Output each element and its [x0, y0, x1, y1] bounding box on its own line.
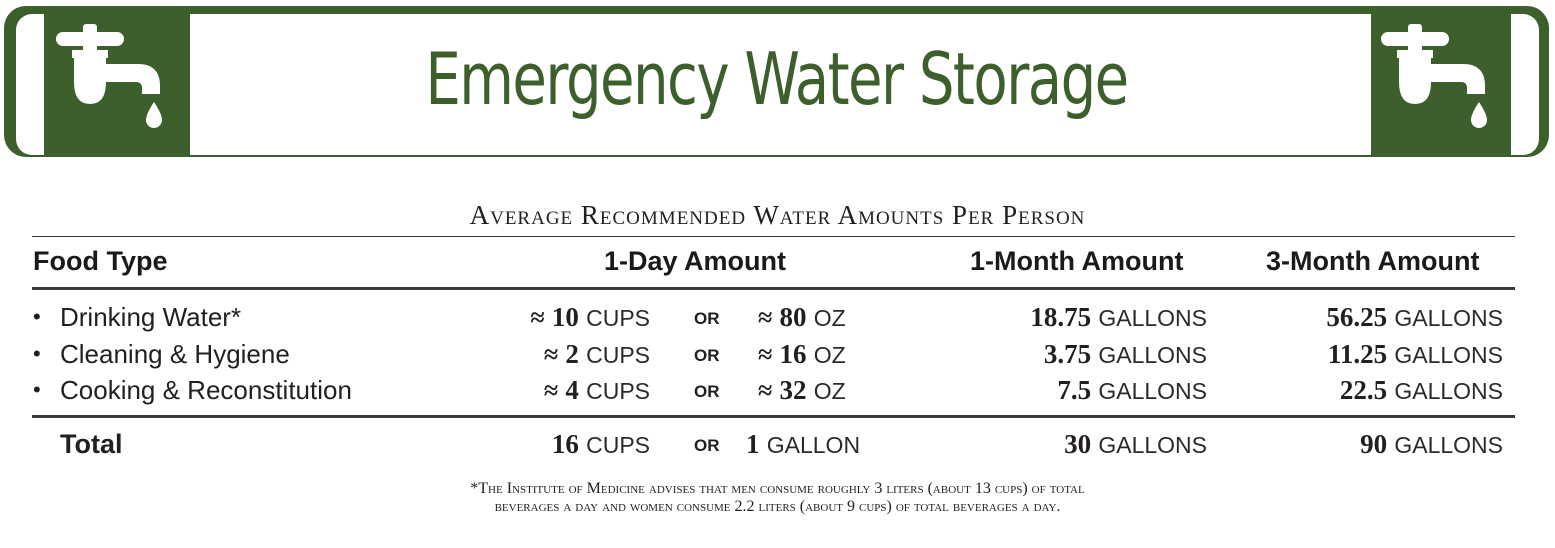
total-row — [0, 427, 1555, 461]
day-oz: ≈ 32 OZ — [758, 375, 846, 405]
total-label: Total — [60, 429, 123, 459]
three-month-amount: 22.5 GALLONS — [1339, 375, 1503, 405]
three-month-amount: 56.25 GALLONS — [1326, 302, 1503, 332]
day-cups: ≈ 2 CUPS — [543, 339, 650, 369]
header-one-month: 1-Month Amount — [970, 246, 1184, 276]
faucet-icon — [1377, 24, 1497, 136]
row-label: Cooking & Reconstitution — [60, 375, 352, 405]
row-label: Cleaning & Hygiene — [60, 339, 290, 369]
page-title: Emergency Water Storage — [425, 36, 1128, 121]
or-label: OR — [694, 436, 720, 455]
banner-left-edge — [16, 14, 44, 155]
total-month: 30 GALLONS — [1064, 429, 1207, 459]
header-food-type: Food Type — [33, 246, 168, 276]
footnote-line: *The Institute of Medicine advises that men consume roughly 3 liters (about 13 cups) of total — [470, 480, 1085, 497]
table-row — [0, 373, 1555, 407]
total-three-month: 90 GALLONS — [1360, 429, 1503, 459]
three-month-amount: 11.25 GALLONS — [1327, 339, 1503, 369]
or-label: OR — [694, 309, 720, 328]
faucet-icon — [52, 24, 172, 136]
total-day-cups: 16 CUPS — [551, 429, 650, 459]
footnote — [0, 480, 1555, 516]
divider — [32, 236, 1515, 237]
or-label: OR — [694, 382, 720, 401]
table-subtitle: Average Recommended Water Amounts Per Person — [469, 200, 1086, 230]
month-amount: 7.5 GALLONS — [1057, 375, 1207, 405]
day-cups: ≈ 4 CUPS — [543, 375, 650, 405]
header-three-month: 3-Month Amount — [1266, 246, 1480, 276]
day-oz: ≈ 80 OZ — [758, 302, 846, 332]
bullet: • — [33, 341, 41, 366]
month-amount: 18.75 GALLONS — [1030, 302, 1207, 332]
table-row — [0, 337, 1555, 371]
footnote-line: beverages a day and women consume 2.2 liters (about 9 cups) of total beverages a day. — [494, 498, 1061, 515]
table-row — [0, 300, 1555, 334]
banner-right-edge — [1511, 14, 1539, 155]
total-divider — [32, 415, 1515, 418]
row-label: Drinking Water* — [60, 302, 242, 332]
or-label: OR — [694, 346, 720, 365]
bullet: • — [33, 304, 41, 329]
header-one-day: 1-Day Amount — [604, 246, 787, 276]
bullet: • — [33, 377, 41, 402]
day-oz: ≈ 16 OZ — [758, 339, 846, 369]
total-day-gallon: 1 GALLON — [746, 429, 861, 459]
month-amount: 3.75 GALLONS — [1043, 339, 1207, 369]
day-cups: ≈ 10 CUPS — [530, 302, 650, 332]
header-divider — [32, 287, 1515, 290]
